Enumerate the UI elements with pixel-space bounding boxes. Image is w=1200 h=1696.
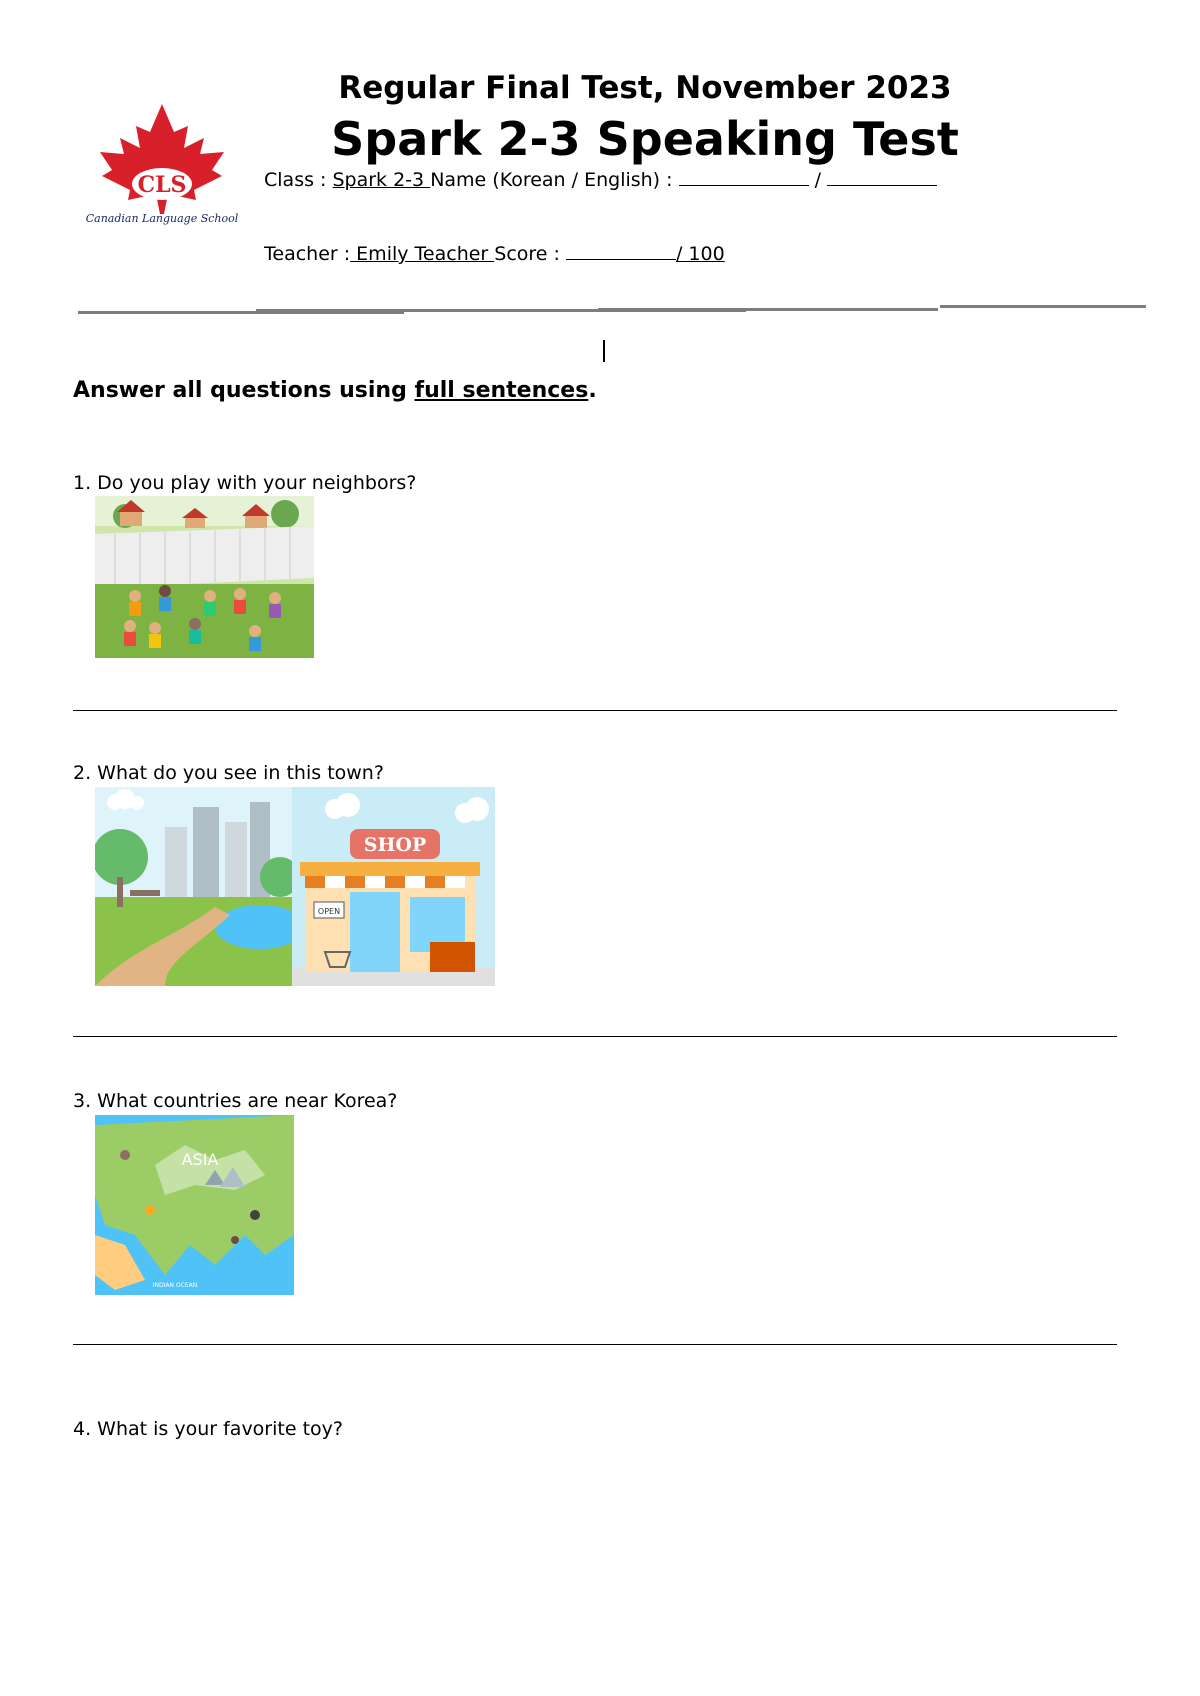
asia-map-illustration bbox=[95, 1115, 294, 1295]
logo-initials: CLS bbox=[137, 172, 187, 198]
teacher-score-line bbox=[264, 241, 725, 265]
map-ocean-label: INDIAN OCEAN bbox=[152, 1282, 198, 1289]
shop-sign-text: SHOP bbox=[363, 834, 427, 856]
header-divider-4 bbox=[940, 305, 1146, 308]
open-sign-text: OPEN bbox=[317, 907, 341, 916]
teacher-value: Emily Teacher bbox=[350, 243, 495, 265]
question-3-image bbox=[95, 1115, 294, 1295]
question-3: 3. What countries are near Korea? bbox=[73, 1090, 398, 1112]
town-park-shop-illustration bbox=[95, 787, 495, 986]
instructions-prefix: Answer all questions using bbox=[73, 378, 415, 403]
maple-leaf-icon bbox=[84, 96, 240, 216]
question-4: 4. What is your favorite toy? bbox=[73, 1418, 343, 1440]
instructions-suffix: . bbox=[588, 378, 597, 403]
instructions bbox=[73, 378, 597, 403]
school-logo bbox=[84, 96, 240, 236]
name-separator: / bbox=[814, 169, 822, 191]
instructions-emphasis: full sentences bbox=[414, 378, 589, 403]
name-english-blank[interactable] bbox=[827, 167, 937, 186]
answer-line-2[interactable] bbox=[73, 1036, 1117, 1037]
name-korean-blank[interactable] bbox=[679, 167, 809, 186]
question-2-image bbox=[95, 787, 495, 986]
header-divider-3 bbox=[598, 308, 938, 311]
class-label: Class : bbox=[264, 169, 327, 191]
teacher-label: Teacher : bbox=[264, 243, 351, 265]
page-title: Spark 2-3 Speaking Test bbox=[331, 112, 959, 166]
neighbors-playing-illustration bbox=[95, 496, 314, 658]
map-asia-label: ASIA bbox=[181, 1150, 219, 1169]
question-2: 2. What do you see in this town? bbox=[73, 762, 384, 784]
name-label: Name (Korean / English) : bbox=[430, 169, 673, 191]
class-name-line bbox=[264, 167, 937, 191]
question-1-image bbox=[95, 496, 314, 658]
logo-caption: Canadian Language School bbox=[85, 212, 239, 225]
test-subtitle: Regular Final Test, November 2023 bbox=[338, 70, 952, 106]
class-value: Spark 2-3 bbox=[332, 169, 431, 191]
score-blank[interactable] bbox=[566, 241, 676, 260]
text-cursor bbox=[603, 340, 605, 362]
answer-line-3[interactable] bbox=[73, 1344, 1117, 1345]
answer-line-1[interactable] bbox=[73, 710, 1117, 711]
question-1: 1. Do you play with your neighbors? bbox=[73, 472, 417, 494]
score-label: Score : bbox=[494, 243, 560, 265]
score-total: / 100 bbox=[675, 243, 725, 265]
